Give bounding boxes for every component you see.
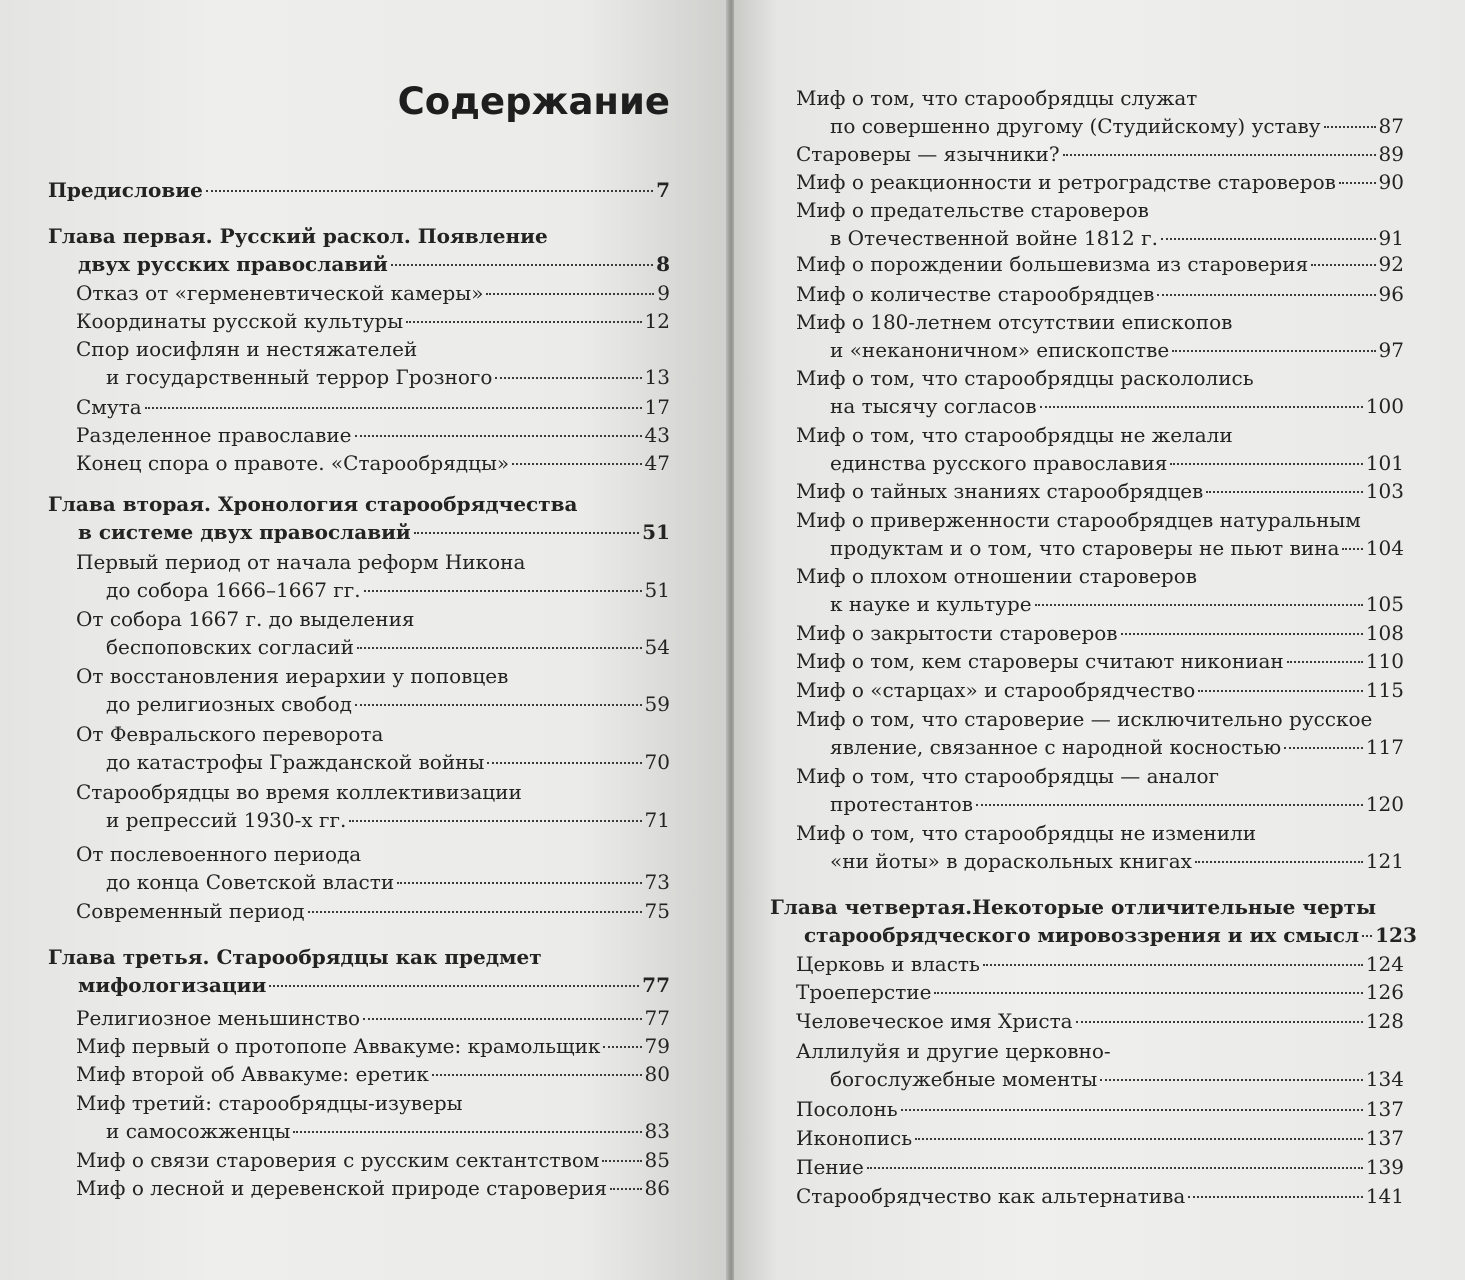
toc-entry-line xyxy=(796,1095,1404,1123)
toc-entry-title: до собора 1666–1667 гг. xyxy=(106,578,361,602)
dot-leader xyxy=(486,293,654,295)
toc-entry-line xyxy=(796,1007,1404,1035)
dot-leader xyxy=(1161,238,1376,240)
dot-leader xyxy=(1311,264,1375,266)
toc-entry-line xyxy=(796,847,1404,875)
dot-leader xyxy=(1121,633,1363,635)
toc-entry-line xyxy=(76,1117,670,1145)
toc-entry-line xyxy=(796,168,1404,196)
page-number: 92 xyxy=(1378,252,1404,276)
page-number: 110 xyxy=(1365,649,1404,673)
toc-entry xyxy=(796,647,1404,675)
page-number: 43 xyxy=(644,423,670,447)
toc-entry-title: Миф о порождении большевизма из староверия xyxy=(796,252,1309,276)
page-number: 77 xyxy=(642,973,670,997)
toc-entry xyxy=(796,1007,1404,1035)
toc-entry-line xyxy=(796,762,1404,790)
toc-entry-title: Спор иосифлян и нестяжателей xyxy=(76,337,418,361)
page-number: 120 xyxy=(1365,792,1404,816)
page-number: 105 xyxy=(1365,592,1404,616)
toc-entry-title: Миф о том, что старообрядцы — аналог xyxy=(796,764,1220,788)
toc-entry-title: в системе двух православий xyxy=(78,520,411,544)
toc-entry-title: продуктам и о том, что староверы не пьют вина xyxy=(830,536,1340,560)
toc-entry xyxy=(796,978,1404,1006)
dot-leader xyxy=(867,1167,1363,1169)
toc-entry-line xyxy=(796,676,1404,704)
toc-entry xyxy=(796,950,1404,978)
toc-entry-title: Глава первая. Русский раскол. Появление xyxy=(48,224,548,248)
toc-entry-title: От послевоенного периода xyxy=(76,842,362,866)
page-number: 121 xyxy=(1365,849,1404,873)
page-number: 100 xyxy=(1365,394,1404,418)
dot-leader xyxy=(1170,463,1362,465)
dot-leader xyxy=(269,985,639,987)
toc-entry xyxy=(76,393,670,421)
toc-entry xyxy=(48,222,670,278)
toc-entry-line xyxy=(76,1060,670,1088)
toc-entry-line xyxy=(796,392,1404,420)
toc-entry-title: до катастрофы Гражданской войны xyxy=(106,750,485,774)
toc-entry-line xyxy=(796,280,1404,308)
toc-entry-line xyxy=(796,978,1404,1006)
toc-entry-line xyxy=(76,1089,670,1117)
toc-entry-line xyxy=(76,868,670,896)
dot-leader xyxy=(355,704,642,706)
toc-entry xyxy=(76,605,670,661)
page-number: 103 xyxy=(1365,479,1404,503)
toc-entry xyxy=(796,705,1404,761)
dot-leader xyxy=(364,590,642,592)
toc-entry-title: Миф о том, что старообрядцы раскололись xyxy=(796,366,1254,390)
page-number: 71 xyxy=(644,808,670,832)
toc-entry-title: Миф о связи староверия с русским сектантством xyxy=(76,1148,600,1172)
toc-entry-title: «ни йоты» в дораскольных книгах xyxy=(830,849,1192,873)
toc-entry-title: Разделенное православие xyxy=(76,423,352,447)
page-number: 108 xyxy=(1365,621,1404,645)
toc-entry-title: Аллилуйя и другие церковно- xyxy=(796,1039,1111,1063)
toc-entry-title: и самосожженцы xyxy=(106,1119,291,1143)
toc-entry-line xyxy=(76,307,670,335)
dot-leader xyxy=(1362,935,1372,937)
toc-entry-title: Миф о «старцах» и старообрядчество xyxy=(796,678,1196,702)
dot-leader xyxy=(293,1131,641,1133)
page-number: 137 xyxy=(1365,1097,1404,1121)
toc-entry-line xyxy=(796,790,1404,818)
toc-entry-line xyxy=(48,176,670,204)
toc-entry-line xyxy=(76,1032,670,1060)
dot-leader xyxy=(603,1046,641,1048)
toc-entry xyxy=(76,778,670,834)
dot-leader xyxy=(1157,294,1375,296)
toc-entry-title: Человеческое имя Христа xyxy=(796,1009,1073,1033)
toc-entry-line xyxy=(796,336,1404,364)
dot-leader xyxy=(397,882,641,884)
dot-leader xyxy=(512,463,641,465)
dot-leader xyxy=(1339,182,1376,184)
page-number: 80 xyxy=(644,1062,670,1086)
toc-entry-title: Миф о количестве старообрядцев xyxy=(796,282,1155,306)
toc-entry-line xyxy=(76,449,670,477)
toc-entry-title: на тысячу согласов xyxy=(830,394,1037,418)
toc-entry-title: мифологизации xyxy=(78,973,267,997)
toc-entry-line xyxy=(76,421,670,449)
page-number: 83 xyxy=(644,1119,670,1143)
toc-entry xyxy=(48,943,670,999)
page-number: 91 xyxy=(1378,226,1404,250)
toc-entry xyxy=(796,1182,1404,1210)
toc-entry-title: Первый период от начала реформ Никона xyxy=(76,550,526,574)
toc-entry xyxy=(76,335,670,391)
toc-entry-title: Посолонь xyxy=(796,1097,898,1121)
toc-entry-line xyxy=(796,250,1404,278)
toc-entry-title: Миф первый о протопопе Аввакуме: крамольщик xyxy=(76,1034,601,1058)
toc-entry-title: Глава четвертая.Некоторые отличительные черты xyxy=(770,895,1377,919)
toc-entry xyxy=(796,477,1404,505)
toc-entry-line xyxy=(796,733,1404,761)
toc-entry-line xyxy=(76,1146,670,1174)
toc-entry-title: От Февральского переворота xyxy=(76,722,384,746)
toc-entry-line xyxy=(796,647,1404,675)
toc-entry-title: Миф о 180-летнем отсутствии епископов xyxy=(796,310,1233,334)
dot-leader xyxy=(915,1138,1363,1140)
toc-entry-line xyxy=(76,633,670,661)
dot-leader xyxy=(432,1074,642,1076)
toc-entry-title: Конец спора о правоте. «Старообрядцы» xyxy=(76,451,510,475)
page-number: 123 xyxy=(1375,923,1417,947)
toc-entry-line xyxy=(76,605,670,633)
right-page xyxy=(734,0,1465,1280)
page-number: 87 xyxy=(1378,114,1404,138)
page-number: 59 xyxy=(644,692,670,716)
page-number: 13 xyxy=(644,365,670,389)
toc-entry xyxy=(796,619,1404,647)
toc-entry xyxy=(796,506,1404,562)
page-number: 128 xyxy=(1365,1009,1404,1033)
toc-entry-line xyxy=(796,364,1404,392)
toc-entry xyxy=(76,279,670,307)
dot-leader xyxy=(1198,690,1363,692)
toc-entry-title: Пение xyxy=(796,1155,864,1179)
toc-entry-title: Старообрядцы во время коллективизации xyxy=(76,780,522,804)
dot-leader xyxy=(1172,350,1375,352)
dot-leader xyxy=(976,804,1363,806)
page-number: 90 xyxy=(1378,170,1404,194)
page-number: 73 xyxy=(644,870,670,894)
dot-leader xyxy=(1100,1079,1363,1081)
page-number: 54 xyxy=(644,635,670,659)
toc-entry xyxy=(76,840,670,896)
toc-entry-line xyxy=(76,1174,670,1202)
toc-entry xyxy=(796,762,1404,818)
toc-entry xyxy=(796,196,1404,252)
toc-entry-line xyxy=(76,806,670,834)
toc-entry-line xyxy=(48,518,670,546)
toc-entry-line xyxy=(76,548,670,576)
dot-leader xyxy=(206,190,653,192)
toc-entry-line xyxy=(770,921,1417,949)
page-number: 77 xyxy=(644,1006,670,1030)
dot-leader xyxy=(1063,154,1376,156)
toc-entry-line xyxy=(796,1124,1404,1152)
toc-entry xyxy=(76,1146,670,1174)
toc-entry xyxy=(76,1004,670,1032)
toc-entry-line xyxy=(48,490,670,518)
dot-leader xyxy=(391,264,653,266)
toc-entry-line xyxy=(796,562,1404,590)
toc-entry-line xyxy=(796,506,1404,534)
page-number: 8 xyxy=(656,252,670,276)
dot-leader xyxy=(934,992,1362,994)
toc-entry xyxy=(796,1037,1404,1093)
dot-leader xyxy=(983,964,1363,966)
toc-entry-title: по совершенно другому (Студийскому) уставу xyxy=(830,114,1321,138)
toc-entry-line xyxy=(76,1004,670,1032)
toc-entry xyxy=(76,449,670,477)
toc-entry-title: Миф о реакционности и ретроградстве староверов xyxy=(796,170,1336,194)
page-number: 115 xyxy=(1365,678,1404,702)
toc-entry xyxy=(796,676,1404,704)
dot-leader xyxy=(1195,861,1363,863)
toc-entry-line xyxy=(796,421,1404,449)
toc-entry-line xyxy=(76,576,670,604)
toc-entry-title: явление, связанное с народной косностью xyxy=(830,735,1282,759)
toc-entry xyxy=(76,307,670,335)
toc-entry xyxy=(48,490,670,546)
toc-entry xyxy=(796,1124,1404,1152)
page-number: 51 xyxy=(642,520,670,544)
toc-entry-title: Глава вторая. Хронология старообрядчества xyxy=(48,492,578,516)
page-number: 89 xyxy=(1378,142,1404,166)
toc-entry-line xyxy=(48,222,670,250)
toc-entry-title: старообрядческого мировоззрения и их смысл xyxy=(804,923,1360,947)
toc-entry-title: Миф второй об Аввакуме: еретик xyxy=(76,1062,429,1086)
toc-entry-title: Миф о том, кем староверы считают никониан xyxy=(796,649,1284,673)
toc-entry xyxy=(796,308,1404,364)
toc-entry-title: двух русских православий xyxy=(78,252,388,276)
toc-entry-line xyxy=(796,705,1404,733)
page-number: 7 xyxy=(656,178,670,202)
dot-leader xyxy=(1076,1021,1363,1023)
toc-entry-line xyxy=(76,393,670,421)
toc-entry-title: Миф о приверженности старообрядцев натуральным xyxy=(796,508,1361,532)
toc-entry-line xyxy=(76,748,670,776)
toc-entry xyxy=(76,720,670,776)
toc-entry xyxy=(770,893,1417,949)
page-number: 124 xyxy=(1365,952,1404,976)
toc-entry-title: Миф третий: старообрядцы-изуверы xyxy=(76,1091,463,1115)
toc-entry-title: Троеперстие xyxy=(796,980,932,1004)
dot-leader xyxy=(610,1188,642,1190)
toc-entry xyxy=(48,176,670,204)
toc-entry-title: единства русского православия xyxy=(830,451,1168,475)
toc-entry-line xyxy=(796,308,1404,336)
dot-leader xyxy=(1284,747,1363,749)
toc-entry-title: в Отечественной войне 1812 г. xyxy=(830,226,1158,250)
dot-leader xyxy=(414,532,639,534)
toc-entry-line xyxy=(796,477,1404,505)
page-number: 126 xyxy=(1365,980,1404,1004)
toc-entry xyxy=(796,562,1404,618)
page-number: 137 xyxy=(1365,1126,1404,1150)
toc-entry xyxy=(796,819,1404,875)
toc-entry-line xyxy=(76,335,670,363)
toc-entry-line xyxy=(48,971,670,999)
page-number: 86 xyxy=(644,1176,670,1200)
toc-entry-title: Миф о плохом отношении староверов xyxy=(796,564,1198,588)
toc-entry-title: Церковь и власть xyxy=(796,952,980,976)
toc-entry-title: Глава третья. Старообрядцы как предмет xyxy=(48,945,542,969)
toc-entry-title: Миф о том, что старообрядцы служат xyxy=(796,86,1198,110)
dot-leader xyxy=(1324,126,1376,128)
toc-entry-line xyxy=(796,224,1404,252)
toc-entry-line xyxy=(796,1182,1404,1210)
toc-entry-title: От восстановления иерархии у поповцев xyxy=(76,664,509,688)
toc-entry-line xyxy=(48,943,670,971)
toc-entry-line xyxy=(76,778,670,806)
dot-leader xyxy=(602,1160,641,1162)
toc-entry-title: Миф о предательстве староверов xyxy=(796,198,1149,222)
dot-leader xyxy=(357,647,642,649)
toc-entry-line xyxy=(76,720,670,748)
toc-entry-line xyxy=(796,449,1404,477)
toc-entry xyxy=(796,280,1404,308)
dot-leader xyxy=(1035,604,1363,606)
dot-leader xyxy=(406,321,641,323)
dot-leader xyxy=(1287,661,1363,663)
dot-leader xyxy=(308,911,642,913)
toc-entry-line xyxy=(796,619,1404,647)
dot-leader xyxy=(1206,491,1363,493)
toc-entry xyxy=(796,1095,1404,1123)
page-number: 96 xyxy=(1378,282,1404,306)
page-number: 47 xyxy=(644,451,670,475)
toc-entry-title: Предисловие xyxy=(48,178,203,202)
toc-entry xyxy=(76,421,670,449)
toc-entry-line xyxy=(76,840,670,868)
dot-leader xyxy=(145,407,642,409)
page-number: 75 xyxy=(644,899,670,923)
toc-entry xyxy=(796,1153,1404,1181)
page-title: Содержание xyxy=(397,80,670,123)
toc-entry-line xyxy=(76,363,670,391)
toc-entry xyxy=(796,140,1404,168)
toc-entry-title: до религиозных свобод xyxy=(106,692,352,716)
page-number: 85 xyxy=(644,1148,670,1172)
toc-entry xyxy=(76,897,670,925)
page-number: 12 xyxy=(644,309,670,333)
toc-entry xyxy=(76,1032,670,1060)
toc-entry-line xyxy=(796,196,1404,224)
dot-leader xyxy=(1342,548,1362,550)
page-number: 17 xyxy=(644,395,670,419)
toc-entry xyxy=(796,421,1404,477)
page-number: 134 xyxy=(1365,1067,1404,1091)
toc-entry-title: Старообрядчество как альтернатива xyxy=(796,1184,1186,1208)
page-number: 97 xyxy=(1378,338,1404,362)
toc-entry-title: к науке и культуре xyxy=(830,592,1032,616)
toc-entry-title: Координаты русской культуры xyxy=(76,309,404,333)
toc-entry-line xyxy=(770,893,1404,921)
toc-entry xyxy=(796,364,1404,420)
toc-entry-title: Религиозное меньшинство xyxy=(76,1006,361,1030)
toc-entry-title: Миф о тайных знаниях старообрядцев xyxy=(796,479,1204,503)
toc-entry-title: Современный период xyxy=(76,899,305,923)
toc-entry-line xyxy=(76,690,670,718)
page-number: 104 xyxy=(1365,536,1404,560)
toc-entry xyxy=(76,662,670,718)
toc-entry-title: Миф о лесной и деревенской природе староверия xyxy=(76,1176,608,1200)
dot-leader xyxy=(901,1109,1363,1111)
dot-leader xyxy=(495,377,641,379)
toc-entry-title: беспоповских согласий xyxy=(106,635,354,659)
toc-entry-title: Миф о том, что староверие — исключительно русское xyxy=(796,707,1373,731)
toc-entry-line xyxy=(796,819,1404,847)
toc-entry xyxy=(76,1089,670,1145)
page-number: 51 xyxy=(644,578,670,602)
page-number: 139 xyxy=(1365,1155,1404,1179)
toc-entry xyxy=(796,250,1404,278)
toc-entry-title: богослужебные моменты xyxy=(830,1067,1098,1091)
dot-leader xyxy=(349,820,641,822)
toc-entry-title: От собора 1667 г. до выделения xyxy=(76,607,415,631)
page-number: 117 xyxy=(1365,735,1404,759)
toc-entry-title: Миф о том, что старообрядцы не изменили xyxy=(796,821,1257,845)
toc-entry xyxy=(796,168,1404,196)
dot-leader xyxy=(363,1018,641,1020)
page-number: 70 xyxy=(644,750,670,774)
toc-entry-line xyxy=(796,534,1404,562)
dot-leader xyxy=(1188,1196,1363,1198)
toc-entry-title: Отказ от «герменевтической камеры» xyxy=(76,281,484,305)
page-number: 79 xyxy=(644,1034,670,1058)
toc-entry xyxy=(76,1060,670,1088)
toc-entry-title: Миф о закрытости староверов xyxy=(796,621,1118,645)
page-number: 141 xyxy=(1365,1184,1404,1208)
toc-entry xyxy=(76,1174,670,1202)
toc-entry-title: Иконопись xyxy=(796,1126,913,1150)
toc-entry-line xyxy=(796,112,1404,140)
toc-entry-title: и репрессий 1930-х гг. xyxy=(106,808,347,832)
toc-entry-line xyxy=(76,897,670,925)
toc-entry-title: Староверы — язычники? xyxy=(796,142,1060,166)
toc-entry-line xyxy=(48,250,670,278)
toc-entry-title: до конца Советской власти xyxy=(106,870,395,894)
toc-entry-title: и «неканоничном» епископстве xyxy=(830,338,1170,362)
page-number: 9 xyxy=(657,281,670,305)
toc-entry-line xyxy=(796,1153,1404,1181)
toc-entry-line xyxy=(796,84,1404,112)
toc-entry-line xyxy=(796,1037,1404,1065)
dot-leader xyxy=(487,762,641,764)
toc-entry xyxy=(796,84,1404,140)
left-page xyxy=(0,0,728,1280)
toc-entry-line xyxy=(76,279,670,307)
toc-entry-title: протестантов xyxy=(830,792,973,816)
toc-entry-title: и государственный террор Грозного xyxy=(106,365,493,389)
toc-entry-line xyxy=(796,590,1404,618)
toc-entry-line xyxy=(796,140,1404,168)
page-number: 101 xyxy=(1365,451,1404,475)
toc-entry-line xyxy=(796,1065,1404,1093)
dot-leader xyxy=(355,435,642,437)
toc-entry-line xyxy=(76,662,670,690)
toc-entry-title: Миф о том, что старообрядцы не желали xyxy=(796,423,1233,447)
toc-entry-title: Смута xyxy=(76,395,142,419)
toc-entry-line xyxy=(796,950,1404,978)
toc-entry xyxy=(76,548,670,604)
dot-leader xyxy=(1040,406,1363,408)
